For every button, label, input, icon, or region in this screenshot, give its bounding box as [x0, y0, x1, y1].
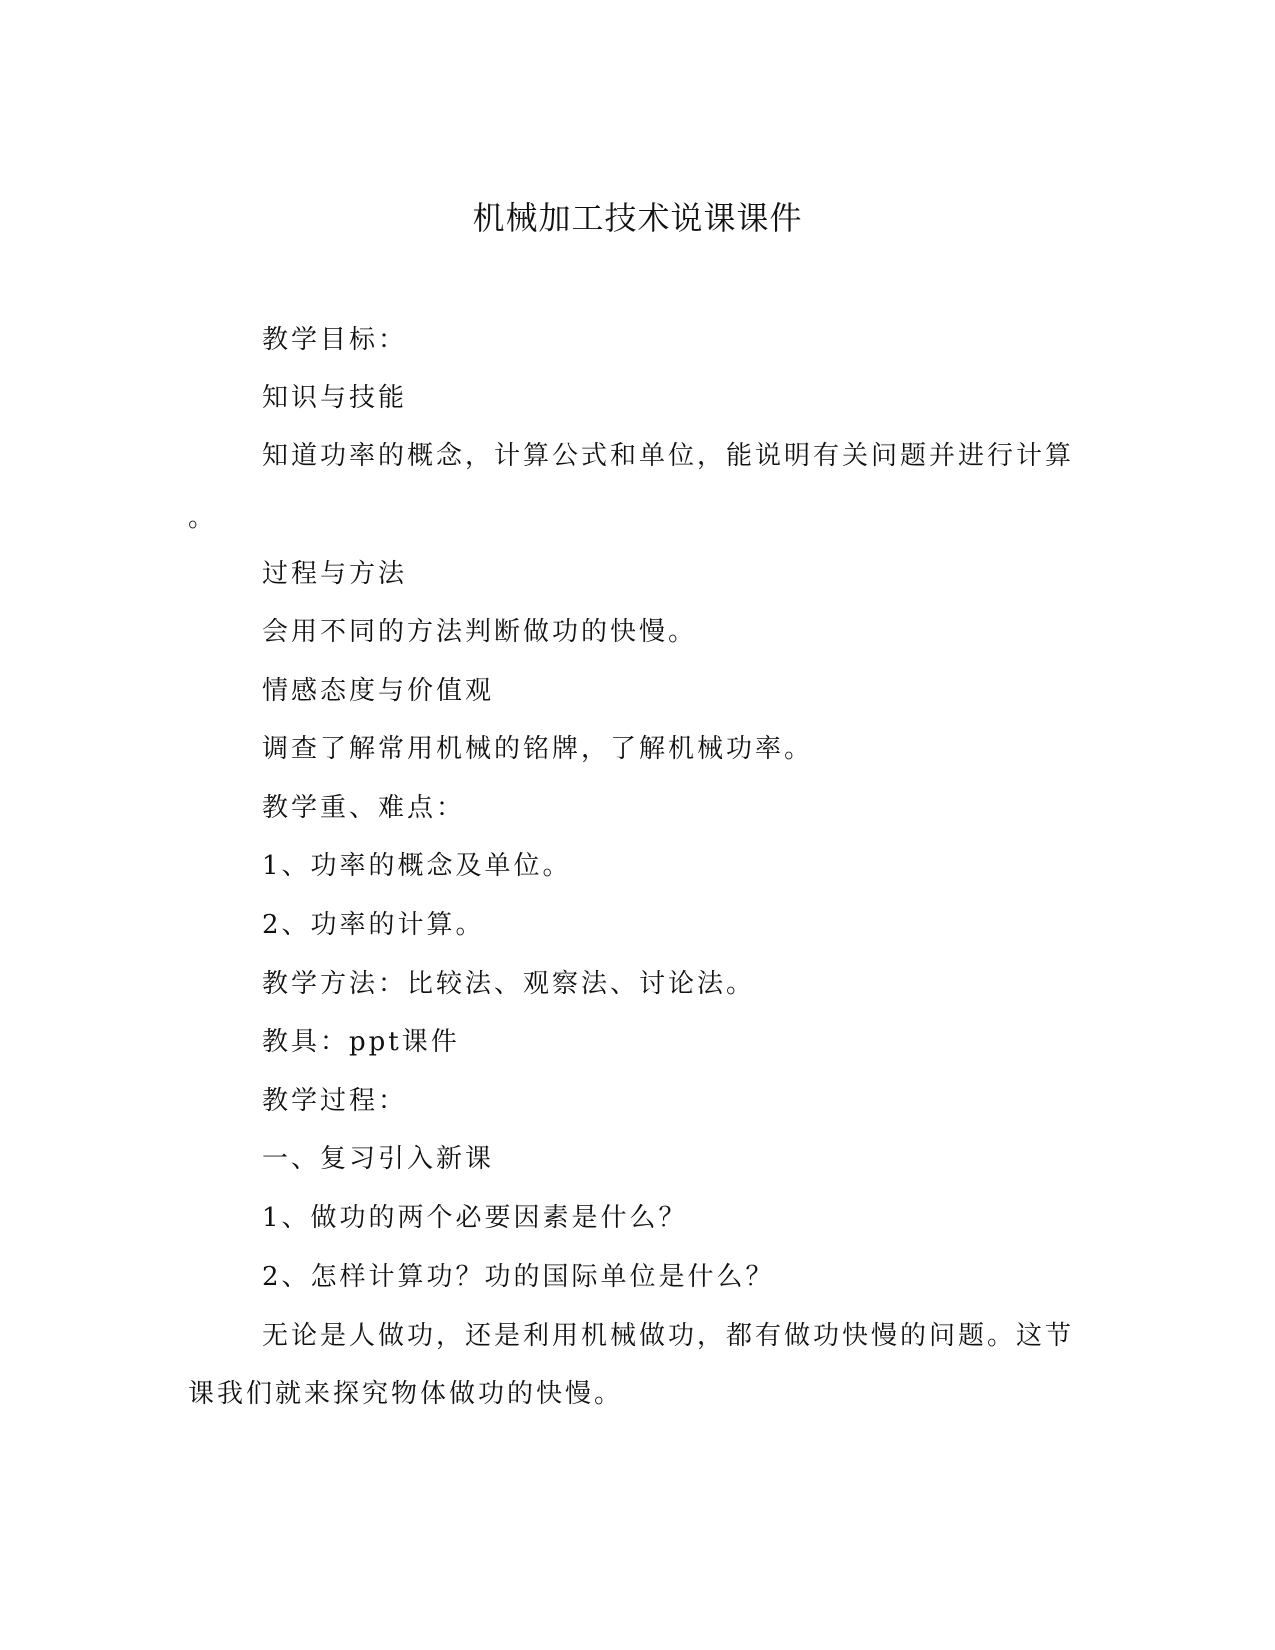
line-question-1: 1、做功的两个必要因素是什么？ [262, 1203, 688, 1233]
line-teaching-methods: 教学方法：比较法、观察法、讨论法。 [262, 969, 756, 999]
line-key-difficult-points: 教学重、难点： [262, 793, 466, 823]
line-period-wrap: 。 [188, 503, 218, 533]
line-knowledge-skills: 知识与技能 [262, 383, 408, 413]
line-emotion-values: 情感态度与价值观 [262, 676, 495, 706]
line-paragraph-end: 课我们就来探究物体做功的快慢。 [188, 1379, 624, 1409]
line-teaching-process: 教学过程： [262, 1086, 408, 1116]
line-point-1: 1、功率的概念及单位。 [262, 851, 572, 881]
document-title: 机械加工技术说课课件 [472, 199, 803, 237]
line-point-2: 2、功率的计算。 [262, 910, 485, 940]
line-judge-speed: 会用不同的方法判断做功的快慢。 [262, 617, 698, 647]
line-teaching-aids: 教具：ppt课件 [262, 1027, 460, 1057]
line-teaching-objectives: 教学目标： [262, 325, 408, 355]
line-section-review: 一、复习引入新课 [262, 1144, 495, 1174]
line-process-method: 过程与方法 [262, 559, 408, 589]
line-power-concept: 知道功率的概念，计算公式和单位，能说明有关问题并进行计算 [262, 441, 1075, 471]
line-question-2: 2、怎样计算功？功的国际单位是什么？ [262, 1262, 775, 1292]
line-investigate-nameplate: 调查了解常用机械的铭牌，了解机械功率。 [262, 734, 814, 764]
line-paragraph-start: 无论是人做功，还是利用机械做功，都有做功快慢的问题。这节 [262, 1321, 1075, 1351]
